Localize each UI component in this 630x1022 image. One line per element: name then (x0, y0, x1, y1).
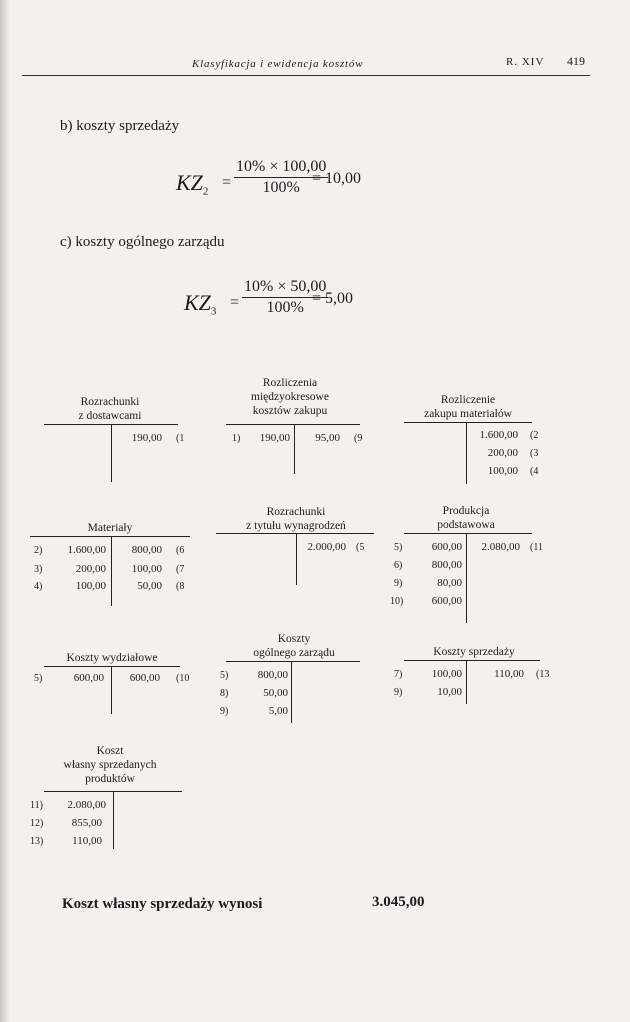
account-title-materialy: Materiały (87, 522, 133, 534)
debit-value: 200,00 (75, 563, 106, 575)
formula-c-result: = 5,00 (312, 290, 354, 307)
debit-value: 600,00 (73, 672, 104, 684)
t-account-divider (111, 536, 112, 606)
t-account-rule (226, 661, 360, 662)
formula-b-symbol: $KZ_2$ (176, 170, 209, 198)
t-account-divider (296, 533, 297, 585)
credit-ref: (11 (530, 542, 543, 553)
credit-value: 2.000,00 (307, 541, 346, 553)
running-header-title: Klasyfikacja i ewidencja kosztów (192, 58, 364, 70)
running-header-chapter: R. XIV (506, 56, 545, 68)
account-title-rozliczenie-zakupu: Rozliczenie zakupu materiałów (424, 394, 512, 420)
debit-ref: 5) (220, 670, 229, 681)
account-title-rozrachunki-wynagrodzen: Rozrachunki z tytułu wynagrodzeń (246, 506, 346, 532)
debit-value: 600,00 (431, 541, 462, 553)
debit-ref: 9) (220, 706, 229, 717)
formula-b-denominator: 100% (262, 179, 300, 196)
credit-value: 110,00 (494, 668, 524, 680)
page-gutter-shadow (0, 0, 10, 1022)
formula-c-numerator: 10% × 50,00 (242, 278, 328, 298)
credit-value: 800,00 (131, 544, 162, 556)
credit-ref: (3 (530, 448, 539, 459)
account-title-koszt-wlasny: Koszt własny sprzedanych produktów (63, 745, 157, 785)
debit-value: 100,00 (431, 668, 462, 680)
header-rule (22, 75, 590, 76)
debit-value: 50,00 (263, 687, 288, 699)
formula-b-result: = 10,00 (312, 170, 362, 187)
credit-value: 2.080,00 (481, 541, 520, 553)
debit-ref: 3) (34, 564, 43, 575)
credit-value: 190,00 (131, 432, 162, 444)
debit-value: 80,00 (437, 577, 462, 589)
page-number: 419 (567, 54, 585, 68)
formula-c-label: c) koszty ogólnego zarządu (60, 234, 225, 250)
t-account-rule (30, 536, 190, 537)
t-account-divider (466, 422, 467, 484)
t-account-rule (44, 666, 180, 667)
debit-value: 100,00 (75, 580, 106, 592)
debit-value: 600,00 (431, 595, 462, 607)
t-account-divider (113, 791, 114, 849)
formula-c-denominator: 100% (266, 299, 304, 316)
credit-value: 100,00 (487, 465, 518, 477)
credit-ref: (10 (176, 673, 190, 684)
credit-ref: (6 (176, 545, 185, 556)
formula-b-label: b) koszty sprzedaży (60, 118, 180, 134)
account-title-rozliczenia-miedzyokresowe: Rozliczenia międzyokresowe kosztów zakupu (251, 377, 329, 417)
credit-ref: (8 (176, 581, 185, 592)
debit-value: 190,00 (259, 432, 290, 444)
account-title-produkcja-podstawowa: Produkcja podstawowa (437, 505, 495, 531)
debit-value: 800,00 (431, 559, 462, 571)
debit-value: 2.080,00 (67, 799, 106, 811)
debit-ref: 13) (30, 836, 44, 847)
credit-value: 100,00 (131, 563, 162, 575)
credit-ref: (4 (530, 466, 539, 477)
credit-ref: (2 (530, 430, 539, 441)
debit-ref: 12) (30, 818, 44, 829)
t-account-rule (404, 660, 540, 661)
credit-ref: (9 (354, 433, 363, 444)
debit-ref: 10) (390, 596, 404, 607)
t-account-divider (294, 424, 295, 474)
debit-ref: 6) (394, 560, 403, 571)
formula-c-equals: = (230, 294, 240, 311)
debit-value: 110,00 (72, 835, 102, 847)
debit-ref: 5) (34, 673, 43, 684)
account-title-koszty-wydzialowe: Koszty wydziałowe (66, 652, 158, 664)
formula-b-equals: = (222, 174, 232, 191)
account-title-koszty-sprzedazy: Koszty sprzedaży (433, 646, 515, 658)
debit-ref: 7) (394, 669, 403, 680)
debit-value: 5,00 (268, 705, 288, 717)
t-account-divider (466, 533, 467, 623)
debit-ref: 1) (232, 433, 241, 444)
t-account-rule (404, 422, 532, 423)
formula-b-numerator: 10% × 100,00 (234, 158, 328, 178)
credit-ref: (1 (176, 433, 185, 444)
t-account-divider (466, 660, 467, 704)
credit-value: 200,00 (487, 447, 518, 459)
debit-value: 855,00 (71, 817, 102, 829)
formula-c-symbol: $KZ_3$ (184, 290, 217, 318)
summary-value: 3.045,00 (372, 894, 425, 910)
debit-ref: 11) (30, 800, 43, 811)
credit-value: 600,00 (129, 672, 160, 684)
debit-value: 1.600,00 (67, 544, 106, 556)
debit-ref: 4) (34, 581, 43, 592)
debit-ref: 8) (220, 688, 229, 699)
debit-ref: 2) (34, 545, 43, 556)
t-account-divider (111, 666, 112, 714)
t-account-rule (404, 533, 532, 534)
credit-value: 1.600,00 (479, 429, 518, 441)
summary-label: Koszt własny sprzedaży wynosi (62, 896, 263, 912)
debit-value: 800,00 (257, 669, 288, 681)
credit-value: 95,00 (315, 432, 340, 444)
debit-ref: 5) (394, 542, 403, 553)
debit-ref: 9) (394, 687, 403, 698)
debit-ref: 9) (394, 578, 403, 589)
credit-ref: (13 (536, 669, 550, 680)
t-account-rule (226, 424, 360, 425)
account-title-rozrachunki-dostawcami: Rozrachunki z dostawcami (78, 396, 142, 422)
account-title-koszty-zarzadu: Koszty ogólnego zarządu (253, 633, 335, 659)
t-account-divider (291, 661, 292, 723)
credit-value: 50,00 (137, 580, 162, 592)
t-account-rule (216, 533, 374, 534)
debit-value: 10,00 (437, 686, 462, 698)
credit-ref: (5 (356, 542, 365, 553)
credit-ref: (7 (176, 564, 185, 575)
